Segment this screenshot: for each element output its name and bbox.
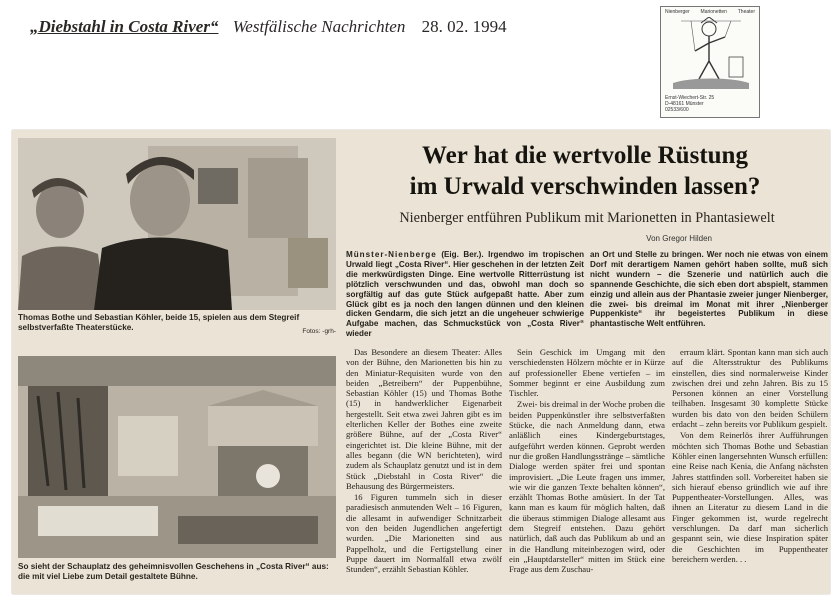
photo-credit: Fotos: -grh- [302, 328, 336, 335]
newspaper-clipping [12, 130, 830, 594]
headline-line1: Wer hat die wertvolle Rüstung [422, 142, 748, 169]
source-line [30, 17, 507, 37]
lead-text-left: (Eig. Ber.). Irgendwo im tropischen Urwald liegt „Costa River“. Hier geschehen in der letzten Zeit die merkwürdigsten Dinge. Eine wertvolle Ritterrüstung ist plötzlich verschwunden und das, obwohl man doch so sorgfältig auf das gute Stück aufgepaßt hatte. Aber zum Glück gibt es ja noch den langen dünnen und den kleinen dicken Gendarm, die sich jetzt an die ungeheuer schwierige Aufgabe machen, das Schmuckstück von „Costa River“ wieder [346, 250, 585, 339]
source-heading: „Diebstahl in Costa River“ [30, 17, 219, 36]
theater-stamp [660, 6, 760, 118]
stamp-city: D-48161 Münster [665, 101, 704, 107]
col2-paragraph: Zwei- bis dreimal in der Woche proben die beiden Puppenkünstler ihre selbstverfaßten Stücke, die nach Anmeldung dann, etwa anläßlich eines Kindergeburtstages, aufgeführt werden können. Geprobt werden nur die großen Handlungsstränge – sämtliche Dialoge werden später frei und spontan improvisiert. „Die Leute fragen uns immer, wie wir die ganzen Texte behalten können“, erzählt Thomas Bothe amüsiert. In der Tat kann man es kaum für möglich halten, daß die überaus stimmigen Dialoge allesamt aus dem Stegreif entstehen. Dazu gehört natürlich, daß auch das Publikum ab und an in die Handlung miteinbezogen wird, oder ein „Hauptdarsteller“ mitten im Stück eine Frage aus dem Zuschau- [509, 399, 665, 575]
body-column-2 [509, 347, 665, 575]
col1-paragraph: Das Besondere an diesem Theater: Alles von der Bühne, den Marionetten bis hin zu den Miniatur-Requisiten wurde von den beiden „Betreibern“ der Puppenbühne, Sebastian Köhler (15) und Thomas Bothe (15) in handwerklicher Eigenarbeit hergestellt. Seit etwa zwei Jahren gibt es im elterlichen Keller der Bothes eine zweite größere Bühne, auf der „Costa River“ eingerichtet ist. Die kleine Bühne, mit der alles begann (die WN berichteten), wird zudem als Schauplatz genutzt und ist in dem Stück „Diebstahl in Costa River“ die Behausung des Bürgermeisters. [346, 347, 502, 491]
puppet-drawing-icon [671, 17, 751, 89]
headline-line2: im Urwald verschwinden lassen? [409, 173, 761, 200]
article-byline: Von Gregor Hilden [646, 234, 712, 243]
col1-paragraph: 16 Figuren tummeln sich in dieser paradiesisch anmutenden Welt – 16 Figuren, die allesamt in aufwendiger Schnitzarbeit von den beiden Jugendlichen angefertigt wurden. „Die Marionetten sind aus Pappelholz, und die Fertigstellung einer Puppe dauert im Normalfall etwa zwölf Stunden“, erzählt Sebastian Köhler. [346, 492, 502, 575]
stamp-name-row [665, 9, 755, 15]
photo1-caption-block [18, 313, 336, 337]
photo-puppeteers [18, 138, 336, 310]
lead-paragraph-right: an Ort und Stelle zu bringen. Wer noch nie etwas von einem Dorf mit derartigem Namen gehört haben sollte, muß sich nicht wundern – die Szenerie und natürlich auch die spannende Geschichte, die sich eben dort abspielt, stammen einzig und allein aus der Phantasie zweier junger Nienberger, die zwei- bis dreimal im Monat mit ihrer „Nienberger Puppenkiste“ ihr begeistertes Publikum in diese phantastische Welt entführen. [590, 250, 828, 329]
stamp-name-left: Nienberger [665, 9, 690, 15]
publication-date: 28. 02. 1994 [421, 17, 507, 36]
body-column-1 [346, 347, 502, 575]
photo-puppet-stage [18, 356, 336, 558]
lead-paragraph-left [346, 250, 584, 339]
stamp-address [665, 95, 714, 113]
article-headline [342, 140, 828, 202]
stamp-name-mid: Marionetten [700, 9, 727, 15]
col3-paragraph: Von dem Reinerlös ihrer Aufführungen möchten sich Thomas Bothe und Sebastian Köhler einen langersehnten Wunsch erfüllen: eine Reise nach Kenia, die Anfang nächsten Jahres stattfinden soll. Vorbereitet haben sie sich hierauf ebenso gründlich wie auf ihre Puppentheater-Vorstellungen. Alles, was ihnen an Literatur zu diesem Land in die Finger gekommen ist, wurde regelrecht verschlungen. Da darf man sicherlich gespannt sein, wie diese Inspiration später die Geschichten im Puppentheater bereichern werden. . . [672, 430, 828, 564]
stamp-phone: 02533/600 [665, 107, 689, 113]
dateline-place: Münster-Nienberge [346, 250, 437, 259]
newspaper-name: Westfälische Nachrichten [232, 17, 406, 36]
col2-paragraph: Sein Geschick im Umgang mit den verschiedensten Hölzern möchte er in Kürze auf professioneller Ebene vertiefen – im Sommer beginnt er eine Ausbildung zum Tischler. [509, 347, 665, 399]
stamp-street: Ernst-Wiechert-Str. 25 [665, 95, 715, 101]
article-subheadline: Nienberger entführen Publikum mit Marionetten in Phantasiewelt [399, 210, 775, 226]
stamp-name-right: Theater [737, 9, 755, 15]
photo1-caption: Thomas Bothe und Sebastian Köhler, beide 15, spielen aus dem Stegreif selbstverfaßte Theaterstücke. [18, 313, 300, 332]
photo2-caption: So sieht der Schauplatz des geheimnisvollen Geschehens in „Costa River“ aus: die mit viel Liebe zum Detail gestaltete Bühne. [18, 562, 329, 581]
body-column-3 [672, 347, 828, 564]
col3-paragraph: erraum klärt. Spontan kann man sich auch auf die Altersstruktur des Publikums einstellen, dies sind normalerweise Kinder zwischen drei und zehn Jahren. Bis zu 15 Personen können an einer Vorstellung teilhaben. Insgesamt 30 komplette Stücke wurden bis dato von den beiden Schülern erdacht – zehn bereits vor Publikum gespielt. [672, 347, 828, 430]
